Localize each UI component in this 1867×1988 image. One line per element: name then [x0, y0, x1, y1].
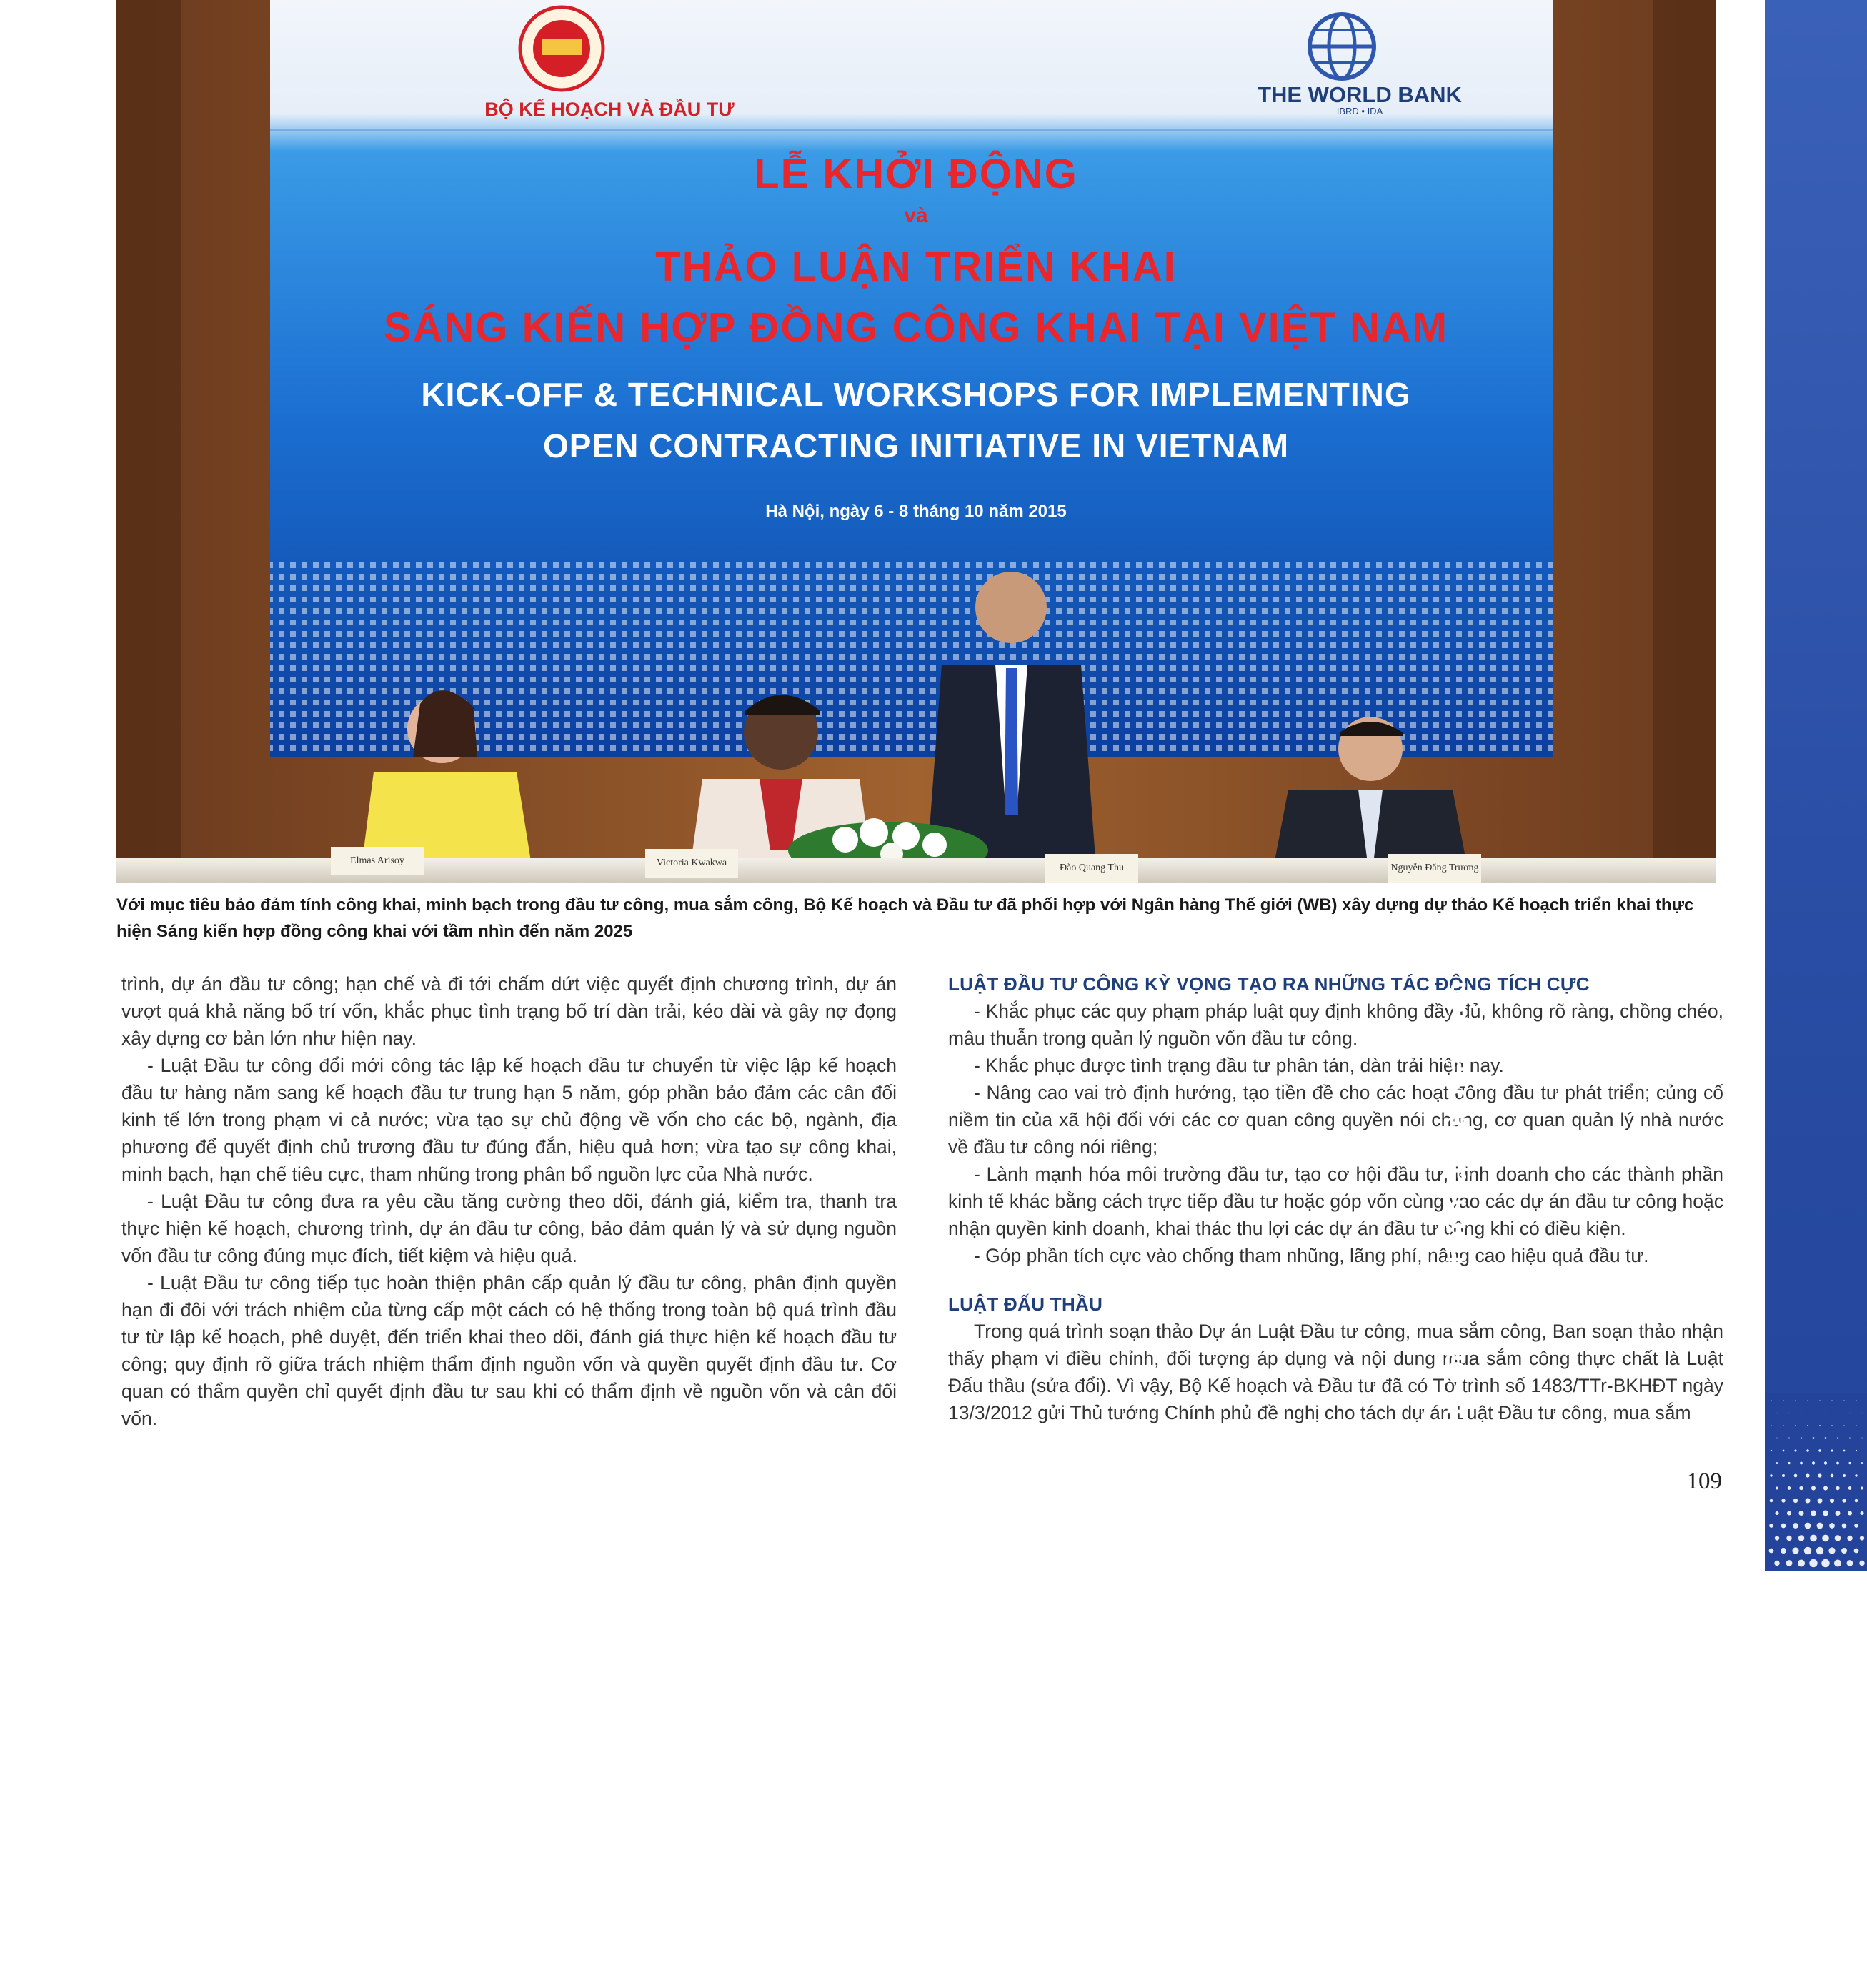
halftone-dot	[1807, 1400, 1808, 1401]
section-heading: LUẬT ĐẤU THẦU	[948, 1293, 1103, 1315]
nameplate: Đào Quang Thu	[1045, 854, 1138, 883]
halftone-dot	[1807, 1425, 1808, 1426]
banner-title-vn-4: SÁNG KIẾN HỢP ĐỒNG CÔNG KHAI TẠI VIỆT NAM	[383, 304, 1449, 351]
halftone-dot	[1795, 1400, 1796, 1401]
halftone-dot	[1781, 1548, 1786, 1554]
halftone-dot	[1835, 1535, 1841, 1541]
right-column	[948, 970, 1723, 1426]
banner-date: Hà Nội, ngày 6 - 8 tháng 10 năm 2015	[765, 502, 1067, 521]
paragraph: - Khắc phục được tình trạng đầu tư phân tán, dàn trải hiện nay.	[974, 1055, 1504, 1076]
halftone-dot	[1854, 1549, 1859, 1554]
halftone-dot	[1847, 1536, 1852, 1541]
halftone-dot	[1821, 1559, 1829, 1567]
paragraph: Trong quá trình soạn thảo Dự án Luật Đầu tư công, mua sắm công, Ban soạn thảo nhận thấy phạm vi điều chỉnh, đối tượng áp dụng và nội dung mua sắm công thực chất là Luật Đấu thầu (sửa đổi). Vì vậy, Bộ Kế hoạch và Đầu tư đã có Tờ trình số 1483/TTr-BKHĐT ngày 13/3/2012 gửi Thủ tướng Chính phủ đề nghị cho tách dự án Luật Đầu tư công, mua sắm	[948, 1321, 1723, 1423]
halftone-dot	[1819, 1400, 1820, 1401]
sidebar-title-text: 70 NĂM NGÀNH KẾ HOẠCH VÀ ĐẦU TƯ - Đổi mới, hội nhập và phát triển	[1442, 981, 1473, 1922]
left-column	[121, 970, 897, 1432]
paragraph: - Luật Đầu tư công đổi mới công tác lập kế hoạch đầu tư chuyển từ việc lập kế hoạch đầu tư hàng năm sang kế hoạch đầu tư trung hạn 5 năm, góp phần bảo đảm các cân đối kinh tế lớn trong phạm vi cả nước; vừa tạo sự chủ động về vốn cho các bộ, ngành, địa phương để quyết định chủ trương đầu tư đúng đắn, hiệu quả hơn; vừa tạo sự công khai, minh bạch, hạn chế tiêu cực, tham nhũng trong phân bổ nguồn lực của Nhà nước.	[121, 1055, 897, 1185]
mpi-logo	[520, 7, 603, 90]
paragraph: - Góp phần tích cực vào chống tham nhũng, lãng phí, nâng cao hiệu quả đầu tư.	[974, 1245, 1649, 1266]
mpi-org-name: BỘ KẾ HOẠCH VÀ ĐẦU TƯ	[484, 99, 735, 120]
paragraph: trình, dự án đầu tư công; hạn chế và đi tới chấm dứt việc quyết định chương trình, dự án vượt quá khả năng bố trí vốn, khắc phục tình trạng bố trí dàn trải, kéo dài và gây nợ đọng xây dựng cơ bản lớn như hiện nay.	[121, 973, 897, 1049]
halftone-dot	[1828, 1547, 1835, 1554]
banner-title-en-1: KICK-OFF & TECHNICAL WORKSHOPS FOR IMPLEMENTING	[421, 376, 1411, 413]
photo-caption: Với mục tiêu bảo đảm tính công khai, minh bạch trong đầu tư công, mua sắm công, Bộ Kế hoạch và Đầu tư đã phối hợp với Ngân hàng Thế giới (WB) xây dựng dự thảo Kế hoạch triển khai thực hiện Sáng kiến hợp đồng công khai với tầm nhìn đến năm 2025	[116, 895, 1694, 941]
halftone-dot	[1831, 1425, 1833, 1426]
banner-title-en-2: OPEN CONTRACTING INITIATIVE IN VIETNAM	[542, 427, 1290, 464]
side-bar	[1765, 0, 1867, 1571]
banner-title-vn-2: và	[904, 204, 928, 227]
halftone-dot	[1786, 1536, 1791, 1541]
paragraph: - Lành mạnh hóa môi trường đầu tư, tạo cơ hội đầu tư, kinh doanh cho các thành phần kinh tế khác bằng cách trực tiếp đầu tư hoặc góp vốn cùng vào các dự án đầu tư công hoặc nhận quyền kinh doanh, khai thác thu lợi các dự án đầu tư công khi có điều kiện.	[948, 1163, 1723, 1239]
paragraph: - Nâng cao vai trò định hướng, tạo tiền đề cho các hoạt động đầu tư phát triển; củng cố niềm tin của xã hội đối với các cơ quan công quyền nói chung, cơ quan quản lý nhà nước về đầu tư công nói riêng;	[948, 1082, 1723, 1158]
halftone-dot	[1810, 1535, 1817, 1542]
halftone-dot	[1786, 1560, 1793, 1566]
paragraph: - Luật Đầu tư công đưa ra yêu cầu tăng cường theo dõi, đánh giá, kiểm tra, thanh tra thực hiện kế hoạch, chương trình, dự án đầu tư công, bảo đảm quản lý và sử dụng nguồn vốn đầu tư công đúng mục đích, tiết kiệm và hiệu quả.	[121, 1191, 897, 1266]
paragraph: - Khắc phục các quy phạm pháp luật quy định không đầy đủ, không rõ ràng, chồng chéo, mâu thuẫn trong quản lý nguồn vốn đầu tư công.	[948, 1000, 1723, 1049]
halftone-dot	[1834, 1559, 1841, 1566]
halftone-dot	[1798, 1559, 1805, 1566]
halftone-dot	[1798, 1535, 1805, 1541]
banner-title-vn-3: THẢO LUẬN TRIỂN KHAI	[655, 244, 1177, 290]
halftone-dot	[1774, 1561, 1779, 1566]
halftone-dot	[1843, 1400, 1844, 1401]
event-photo	[116, 0, 1716, 883]
banner-title-vn-1: LỄ KHỞI ĐỘNG	[754, 151, 1078, 197]
nameplate: Elmas Arisoy	[331, 847, 424, 875]
page-number: 109	[1686, 1468, 1722, 1494]
world-bank-name: THE WORLD BANK	[1258, 82, 1462, 107]
halftone-dot	[1809, 1559, 1817, 1567]
halftone-dot	[1841, 1548, 1847, 1554]
halftone-dot	[1795, 1425, 1796, 1426]
nameplate: Nguyễn Đăng Trương	[1388, 854, 1481, 883]
halftone-dot	[1860, 1536, 1864, 1540]
halftone-dot	[1859, 1561, 1864, 1566]
paragraph: - Luật Đầu tư công tiếp tục hoàn thiện phân cấp quản lý đầu tư công, phân định quyền hạn đi đôi với trách nhiệm của từng cấp một cách có hệ thống trong toàn bộ quá trình đầu tư từ lập kế hoạch, phê duyệt, đến triển khai theo dõi, đánh giá thực hiện kế hoạch đầu tư công; quy định rõ giữa trách nhiệm thẩm định nguồn vốn và quyền quyết định đầu tư. Cơ quan có thẩm quyền chỉ quyết định đầu tư sau khi có thẩm định về nguồn vốn và cân đối vốn.	[121, 1272, 897, 1429]
section-heading: LUẬT ĐẦU TƯ CÔNG KỲ VỌNG TẠO RA NHỮNG TÁC ĐỘNG TÍCH CỰC	[948, 973, 1590, 995]
halftone-dot	[1822, 1535, 1829, 1542]
halftone-dot	[1792, 1547, 1798, 1554]
halftone-dot	[1769, 1549, 1774, 1554]
halftone-dot	[1804, 1547, 1812, 1555]
nameplate: Victoria Kwakwa	[645, 849, 738, 878]
halftone-dot	[1843, 1425, 1844, 1426]
world-bank-subtitle: IBRD • IDA	[1336, 106, 1383, 116]
halftone-dot	[1775, 1536, 1779, 1540]
halftone-dot	[1831, 1400, 1832, 1401]
halftone-dot	[1847, 1560, 1853, 1566]
halftone-dot	[1816, 1547, 1824, 1555]
halftone-dot	[1819, 1425, 1821, 1426]
